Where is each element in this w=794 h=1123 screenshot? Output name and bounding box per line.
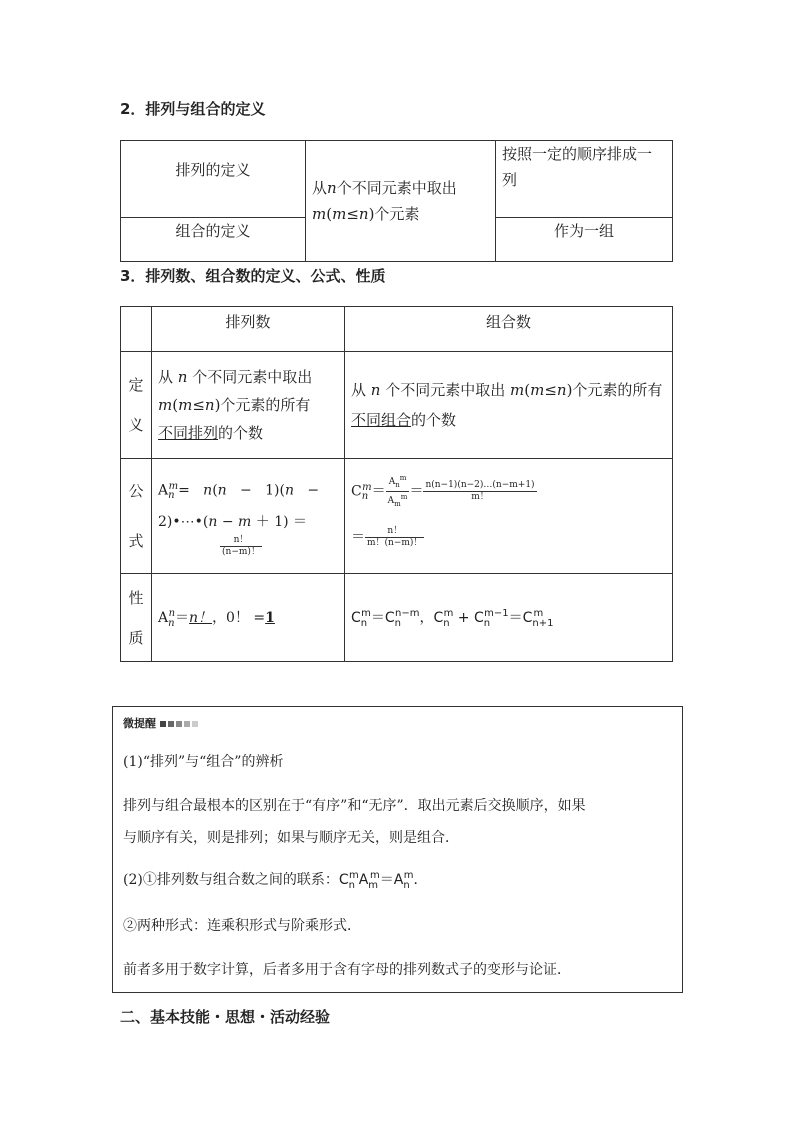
middle-line-1: 从n个不同元素中取出 [312,179,457,197]
comb-ratio-fraction: $\frac{A_n^m}{A_m^m}$ [387,474,408,508]
comb-product-fraction [423,480,536,503]
comb-definition-label: 组合的定义 [175,222,251,240]
comb-formula-cell [345,459,673,574]
tip-title [123,715,200,731]
comb-frac1-den: m！ [471,492,489,502]
tip-paragraph-5: ②两种形式：连乘积形式与阶乘形式． [123,918,361,934]
perm-formula-frac-wrap [158,535,344,558]
comb-formula-line-1: $C_n^m=$ $\frac{A_n^m}{A_m^m}$ ＝ $\frac{n(n-1)(n-2)\dots(n-m+1)}{m!}$ [351,474,535,508]
comb-formula-line-2: ＝ $\frac{n!}{m!(n-m)!}$ [351,525,423,548]
perm-definition-cell [121,141,306,218]
perm-prop-cell: $A_n^n=n$！，0！ =1 [152,574,345,662]
comb-frac1-num: n(n−1)(n−2)…(n−m+1) [425,480,535,490]
section-2-title: 2．排列与组合的定义 [120,100,266,118]
perm-def-line-1: 从 n 个不同元素中取出 [158,368,313,386]
formula-row-label [121,459,152,574]
def-label-2: 义 [128,416,144,434]
comb-header-label: 组合数 [485,313,531,331]
middle-cell [306,141,496,262]
perm-def-rest: 的个数 [218,424,264,442]
formula-label-1: 公 [128,482,144,500]
comb-def-line-2 [351,405,672,435]
comb-header [345,307,673,352]
perm-action-cell [496,141,673,218]
section-3-title: 3．排列数、组合数的定义、公式、性质 [120,267,386,285]
comb-def-underline: 不同组合 [351,411,412,429]
perm-def-cell [152,352,345,459]
prop-label-1: 性 [128,588,144,607]
tip-paragraph-4 [123,869,427,891]
tip-box [112,706,683,993]
perm-prop-answer-2: 1 [265,609,275,626]
perm-frac-den: (n−m)！ [222,547,260,558]
perm-definition-label: 排列的定义 [175,161,251,179]
prop-row-label [121,574,152,662]
tip-paragraph-6: 前者多用于数字计算，后者多用于含有字母的排列数式子的变形与论证． [123,962,571,978]
perm-action-line-1: 按照一定的顺序排成一 [502,145,653,163]
perm-def-line-3 [158,419,344,447]
perm-prop-mid: ，0！ = [212,609,266,626]
comb-action-label: 作为一组 [553,222,614,240]
perm-formula-line-2: 2)•⋯•(n − m ＋ 1) ＝ [158,514,308,531]
comb-action-cell [496,218,673,262]
comb-def-rest: 的个数 [411,411,457,429]
corner-cell [121,307,152,352]
perm-frac-num: n！ [220,535,262,547]
perm-formula-fraction [220,535,262,558]
def-row-label [121,352,152,459]
comb-definition-cell [121,218,306,262]
perm-header [152,307,345,352]
perm-action-line-2: 列 [502,171,518,189]
basic-skills-title: 二、基本技能・思想・活动经验 [120,1008,331,1026]
tip-p4-text: (2)①排列数与组合数之间的联系： [123,872,339,888]
tip-dots-icon [160,717,200,730]
tip-p4-formula: $C_n^mA_m^m=A_n^m$． [338,870,428,891]
perm-header-label: 排列数 [225,313,271,331]
definition-table [120,140,673,262]
tip-title-text: 微提醒 [123,717,156,730]
perm-prop-answer-1: n！ [189,609,213,626]
tip-paragraph-2: 排列与组合最根本的区别在于“有序”和“无序”．取出元素后交换顺序，如果 [123,798,586,814]
prop-label-2: 质 [128,628,144,647]
comb-frac2-den: m！(n−m)！ [367,537,423,548]
middle-line-2: m(m≤n)个元素 [312,205,420,223]
comb-def-cell [345,352,673,459]
comb-frac2-num: n！ [365,526,424,538]
comb-prop-cell: $C_n^m=C_n^{n-m}$，$C_n^m + C_n^{m-1}=C_{n+1}^m$ [345,574,673,662]
comb-factorial-fraction [365,526,424,549]
tip-paragraph-1: (1)“排列”与“组合”的辨析 [123,754,284,770]
perm-formula-cell [152,459,345,574]
perm-def-underline: 不同排列 [158,424,219,442]
def-label-1: 定 [128,376,144,394]
perm-formula-line-1: $A_n^m= n(n - 1)(n$ − [158,480,320,502]
perm-def-line-2: m(m≤n)个元素的所有 [158,396,311,414]
formula-label-2: 式 [128,532,144,550]
comb-def-line-1: 从 n 个不同元素中取出 m(m≤n)个元素的所有 [351,381,663,399]
tip-paragraph-3: 与顺序有关，则是排列；如果与顺序无关，则是组合． [123,830,459,846]
formula-table [120,306,673,662]
